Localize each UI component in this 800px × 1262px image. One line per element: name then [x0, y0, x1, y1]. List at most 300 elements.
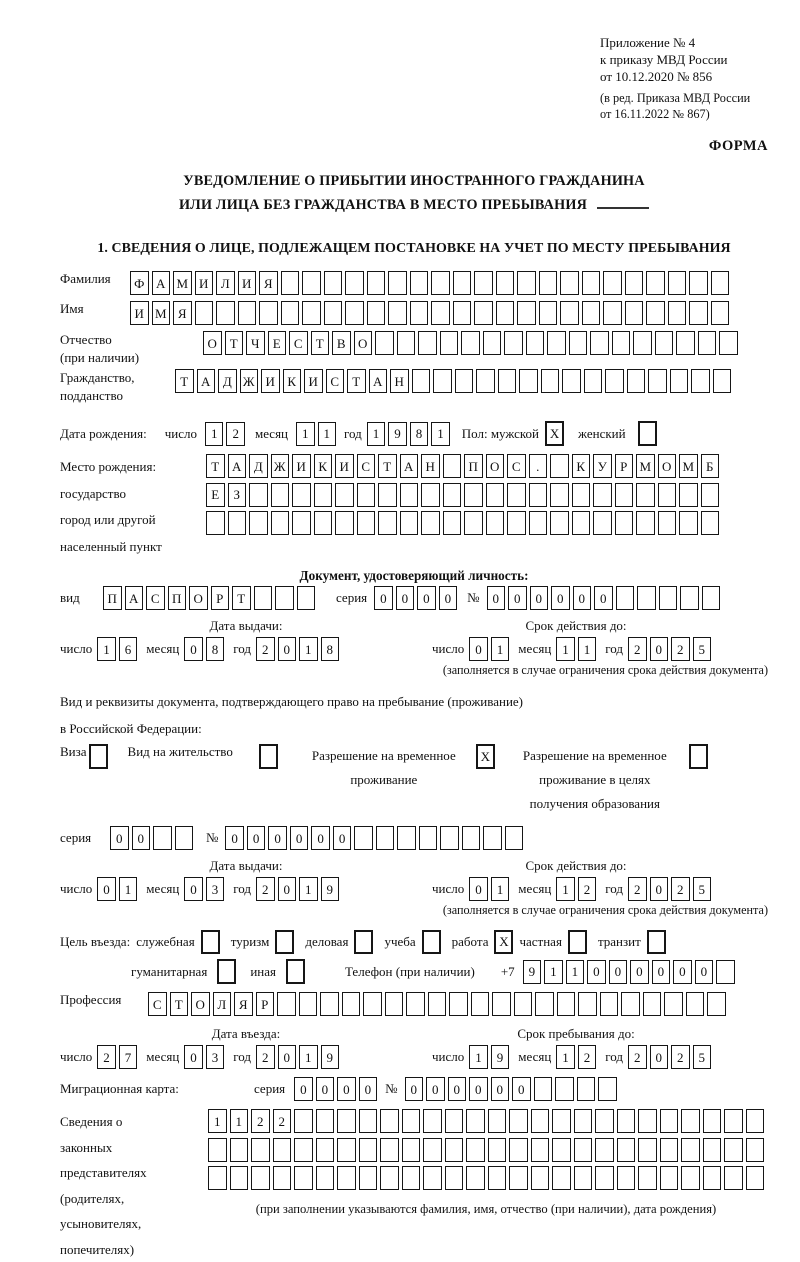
- char-cell: Т: [311, 331, 330, 355]
- patronymic-cells: [203, 331, 738, 355]
- entry-day: [97, 1045, 137, 1069]
- char-cell: 0: [278, 637, 297, 661]
- char-cell: 0: [652, 960, 671, 984]
- char-cell: [658, 511, 677, 535]
- birthdate-row: [60, 421, 768, 446]
- char-cell: [359, 1138, 378, 1162]
- char-cell: С: [507, 454, 526, 478]
- char-cell: [612, 331, 631, 355]
- char-cell: 1: [230, 1109, 249, 1133]
- char-cell: [625, 301, 644, 325]
- char-cell: [406, 992, 425, 1016]
- entry-month: [184, 1045, 224, 1069]
- char-cell: [445, 1109, 464, 1133]
- char-cell: [582, 301, 601, 325]
- char-cell: К: [314, 454, 333, 478]
- char-cell: 1: [556, 637, 575, 661]
- char-cell: [531, 1166, 550, 1190]
- char-cell: [517, 301, 536, 325]
- char-cell: 0: [512, 1077, 531, 1101]
- firstname-row: [60, 301, 768, 325]
- year-label: год: [605, 641, 624, 656]
- char-cell: Р: [211, 586, 230, 610]
- char-cell: 5: [693, 1045, 712, 1069]
- appendix-reference: [600, 34, 768, 122]
- char-cell: [378, 483, 397, 507]
- char-cell: [746, 1109, 765, 1133]
- char-cell: 1: [578, 637, 597, 661]
- char-cell: 0: [573, 586, 592, 610]
- year-label: год: [233, 641, 252, 656]
- char-cell: [251, 1166, 270, 1190]
- char-cell: 1: [299, 637, 318, 661]
- char-cell: 2: [578, 877, 597, 901]
- char-cell: [359, 1166, 378, 1190]
- char-cell: [281, 271, 300, 295]
- char-cell: 0: [290, 826, 309, 850]
- entry-year: [256, 1045, 339, 1069]
- char-cell: [486, 483, 505, 507]
- char-cell: [648, 369, 667, 393]
- char-cell: [474, 301, 493, 325]
- char-cell: 2: [226, 422, 245, 446]
- char-cell: [534, 1077, 553, 1101]
- char-cell: [529, 483, 548, 507]
- char-cell: 9: [388, 422, 407, 446]
- char-cell: [466, 1166, 485, 1190]
- char-cell: 3: [206, 877, 225, 901]
- char-cell: [574, 1138, 593, 1162]
- char-cell: И: [238, 271, 257, 295]
- char-cell: В: [332, 331, 351, 355]
- char-cell: [206, 511, 225, 535]
- char-cell: [550, 511, 569, 535]
- char-cell: [507, 511, 526, 535]
- char-cell: Ф: [130, 271, 149, 295]
- option-visa: Виза: [60, 744, 108, 769]
- purpose-work-checkbox: X: [494, 930, 513, 954]
- char-cell: [560, 271, 579, 295]
- char-cell: [707, 992, 726, 1016]
- birthplace-cells-row2: [206, 483, 719, 507]
- char-cell: М: [152, 301, 171, 325]
- char-cell: [324, 301, 343, 325]
- year-label: год: [344, 425, 362, 441]
- char-cell: [466, 1138, 485, 1162]
- phone-cells: [523, 960, 735, 984]
- profession-label: Профессия: [60, 992, 122, 1007]
- char-cell: [380, 1138, 399, 1162]
- char-cell: [230, 1166, 249, 1190]
- char-cell: П: [464, 454, 483, 478]
- char-cell: [375, 331, 394, 355]
- char-cell: [703, 1166, 722, 1190]
- residence-series-cells: [110, 826, 193, 850]
- migration-card-label: Миграционная карта:: [60, 1081, 179, 1096]
- char-cell: 0: [469, 637, 488, 661]
- char-cell: 0: [316, 1077, 335, 1101]
- char-cell: [535, 992, 554, 1016]
- identity-valid-month: [556, 637, 596, 661]
- option-temp-residence-education: Разрешение на временное проживание в целях получения образования: [509, 744, 708, 816]
- char-cell: 1: [566, 960, 585, 984]
- char-cell: [560, 301, 579, 325]
- visa-checkbox: [89, 744, 108, 769]
- char-cell: 1: [491, 877, 510, 901]
- char-cell: [294, 1109, 313, 1133]
- form-title-line1: УВЕДОМЛЕНИЕ О ПРИБЫТИИ ИНОСТРАННОГО ГРАЖДАНИНА: [183, 173, 645, 189]
- representatives-label: Сведения о законных представителях (родителях, усыновителях, попечителях): [60, 1114, 147, 1257]
- char-cell: С: [148, 992, 167, 1016]
- char-cell: [342, 992, 361, 1016]
- appendix-line: Приложение № 4: [600, 35, 696, 50]
- purpose-private-checkbox: [568, 930, 587, 954]
- form-title: [60, 169, 768, 217]
- char-cell: [541, 369, 560, 393]
- char-cell: [254, 586, 273, 610]
- char-cell: 0: [417, 586, 436, 610]
- char-cell: [582, 271, 601, 295]
- firstname-label: Имя: [60, 301, 84, 316]
- char-cell: 2: [578, 1045, 597, 1069]
- char-cell: [595, 1138, 614, 1162]
- char-cell: 1: [491, 637, 510, 661]
- char-cell: [552, 1109, 571, 1133]
- firstname-cells: [130, 301, 729, 325]
- char-cell: [433, 369, 452, 393]
- option-temp-residence: Разрешение на временное проживание X: [300, 744, 495, 792]
- char-cell: 0: [396, 586, 415, 610]
- char-cell: [496, 301, 515, 325]
- char-cell: [746, 1166, 765, 1190]
- char-cell: [443, 454, 462, 478]
- char-cell: 0: [469, 1077, 488, 1101]
- char-cell: 1: [431, 422, 450, 446]
- valid-until-heading: Срок действия до:: [525, 858, 627, 873]
- char-cell: [593, 483, 612, 507]
- char-cell: Е: [206, 483, 225, 507]
- char-cell: [547, 331, 566, 355]
- day-label: число: [60, 1049, 93, 1064]
- char-cell: [552, 1166, 571, 1190]
- char-cell: 1: [296, 422, 315, 446]
- char-cell: [681, 1166, 700, 1190]
- char-cell: [378, 511, 397, 535]
- char-cell: [488, 1138, 507, 1162]
- char-cell: 1: [318, 422, 337, 446]
- char-cell: [507, 483, 526, 507]
- residence-issue-group: [60, 858, 432, 901]
- char-cell: [402, 1166, 421, 1190]
- char-cell: [357, 511, 376, 535]
- char-cell: [636, 511, 655, 535]
- purpose-humanitarian-checkbox: [217, 959, 236, 984]
- migration-number-label: №: [385, 1081, 398, 1096]
- sex-female-checkbox: [638, 421, 657, 446]
- char-cell: [603, 271, 622, 295]
- char-cell: Д: [249, 454, 268, 478]
- char-cell: [445, 1166, 464, 1190]
- year-label: год: [233, 1049, 252, 1064]
- char-cell: [572, 511, 591, 535]
- purpose-row2: гуманитарная иная Телефон (при наличии) +7 9 1 1 0 0 0 0 0 0: [131, 959, 768, 984]
- residence-issue-month: [184, 877, 224, 901]
- char-cell: [443, 511, 462, 535]
- char-cell: [719, 331, 738, 355]
- char-cell: Т: [206, 454, 225, 478]
- char-cell: П: [168, 586, 187, 610]
- char-cell: [302, 301, 321, 325]
- char-cell: [686, 992, 705, 1016]
- char-cell: [577, 1077, 596, 1101]
- char-cell: [440, 826, 459, 850]
- char-cell: [273, 1166, 292, 1190]
- char-cell: 1: [208, 1109, 227, 1133]
- char-cell: 1: [205, 422, 224, 446]
- char-cell: [345, 271, 364, 295]
- char-cell: М: [173, 271, 192, 295]
- char-cell: К: [572, 454, 591, 478]
- char-cell: [445, 1138, 464, 1162]
- doc-kind-label: вид: [60, 590, 80, 605]
- char-cell: [455, 369, 474, 393]
- char-cell: 0: [405, 1077, 424, 1101]
- char-cell: [153, 826, 172, 850]
- appendix-line: от 10.12.2020 № 856: [600, 69, 713, 84]
- char-cell: [557, 992, 576, 1016]
- char-cell: [418, 331, 437, 355]
- char-cell: 0: [97, 877, 116, 901]
- char-cell: [400, 511, 419, 535]
- residence-doc-series-row: [60, 826, 768, 850]
- char-cell: [569, 331, 588, 355]
- char-cell: [703, 1109, 722, 1133]
- char-cell: [380, 1109, 399, 1133]
- char-cell: 0: [247, 826, 266, 850]
- section1-heading: 1. СВЕДЕНИЯ О ЛИЦЕ, ПОДЛЕЖАЩЕМ ПОСТАНОВКЕ НА УЧЕТ ПО МЕСТУ ПРЕБЫВАНИЯ: [97, 241, 731, 256]
- char-cell: [292, 511, 311, 535]
- char-cell: [526, 331, 545, 355]
- representatives-cells-block: [208, 1109, 764, 1217]
- char-cell: [638, 1166, 657, 1190]
- char-cell: [423, 1138, 442, 1162]
- stay-month: [556, 1045, 596, 1069]
- revision-line: (в ред. Приказа МВД России: [600, 91, 751, 105]
- char-cell: [615, 483, 634, 507]
- char-cell: 1: [367, 422, 386, 446]
- char-cell: 8: [206, 637, 225, 661]
- char-cell: [724, 1166, 743, 1190]
- char-cell: Т: [347, 369, 366, 393]
- char-cell: [294, 1166, 313, 1190]
- char-cell: 0: [448, 1077, 467, 1101]
- char-cell: [617, 1109, 636, 1133]
- char-cell: [453, 271, 472, 295]
- identity-issue-group: [60, 618, 432, 661]
- char-cell: 0: [695, 960, 714, 984]
- migration-card-row: [60, 1077, 768, 1101]
- char-cell: З: [228, 483, 247, 507]
- char-cell: [464, 511, 483, 535]
- char-cell: [335, 483, 354, 507]
- char-cell: Е: [268, 331, 287, 355]
- char-cell: П: [103, 586, 122, 610]
- char-cell: [514, 992, 533, 1016]
- validity-note: (заполняется в случае ограничения срока действия документа): [442, 903, 768, 917]
- form-label: ФОРМА: [708, 138, 768, 154]
- char-cell: [273, 1138, 292, 1162]
- char-cell: [419, 826, 438, 850]
- char-cell: Т: [378, 454, 397, 478]
- residence-issue-day: [97, 877, 137, 901]
- char-cell: [449, 992, 468, 1016]
- char-cell: 1: [299, 877, 318, 901]
- char-cell: [297, 586, 316, 610]
- char-cell: [679, 511, 698, 535]
- char-cell: [676, 331, 695, 355]
- char-cell: [216, 301, 235, 325]
- char-cell: 0: [225, 826, 244, 850]
- char-cell: 2: [97, 1045, 116, 1069]
- char-cell: [359, 1109, 378, 1133]
- char-cell: [428, 992, 447, 1016]
- char-cell: [660, 1109, 679, 1133]
- residence-series-label: серия: [60, 830, 92, 845]
- char-cell: 1: [97, 637, 116, 661]
- char-cell: [337, 1109, 356, 1133]
- char-cell: Ч: [246, 331, 265, 355]
- birthplace-row: [60, 454, 768, 560]
- char-cell: 0: [294, 1077, 313, 1101]
- char-cell: [440, 331, 459, 355]
- char-cell: [400, 483, 419, 507]
- char-cell: Ж: [240, 369, 259, 393]
- char-cell: Я: [173, 301, 192, 325]
- char-cell: И: [304, 369, 323, 393]
- char-cell: А: [152, 271, 171, 295]
- char-cell: 9: [491, 1045, 510, 1069]
- year-label: год: [605, 881, 624, 896]
- char-cell: О: [191, 992, 210, 1016]
- patronymic-label: Отчество (при наличии): [60, 332, 140, 365]
- char-cell: 9: [523, 960, 542, 984]
- char-cell: [292, 483, 311, 507]
- issue-date-heading: Дата выдачи:: [209, 858, 283, 873]
- char-cell: [367, 271, 386, 295]
- char-cell: [421, 511, 440, 535]
- char-cell: [638, 1138, 657, 1162]
- issue-date-heading: Дата выдачи:: [209, 618, 283, 633]
- char-cell: [271, 483, 290, 507]
- identity-issue-month: [184, 637, 224, 661]
- char-cell: 2: [256, 637, 275, 661]
- day-label: число: [432, 881, 465, 896]
- char-cell: 2: [628, 1045, 647, 1069]
- char-cell: [638, 1109, 657, 1133]
- char-cell: [702, 586, 721, 610]
- char-cell: [316, 1166, 335, 1190]
- char-cell: Т: [175, 369, 194, 393]
- char-cell: [711, 301, 730, 325]
- char-cell: Д: [218, 369, 237, 393]
- char-cell: [572, 483, 591, 507]
- phone-prefix: +7: [500, 963, 515, 979]
- doc-series-label: серия: [336, 590, 368, 605]
- char-cell: У: [593, 454, 612, 478]
- char-cell: [517, 271, 536, 295]
- char-cell: [621, 992, 640, 1016]
- char-cell: [251, 1138, 270, 1162]
- char-cell: [357, 483, 376, 507]
- identity-valid-group: [432, 618, 720, 661]
- char-cell: [519, 369, 538, 393]
- char-cell: [746, 1138, 765, 1162]
- doc-series-cells: [374, 586, 457, 610]
- char-cell: 2: [628, 877, 647, 901]
- year-label: год: [605, 1049, 624, 1064]
- char-cell: [275, 586, 294, 610]
- char-cell: 0: [491, 1077, 510, 1101]
- char-cell: М: [636, 454, 655, 478]
- char-cell: 0: [268, 826, 287, 850]
- char-cell: 0: [551, 586, 570, 610]
- birthdate-label: Дата рождения:: [60, 425, 147, 441]
- option-residence-permit: Вид на жительство: [128, 744, 278, 769]
- char-cell: [625, 271, 644, 295]
- char-cell: [600, 992, 619, 1016]
- purpose-other-checkbox: [286, 959, 305, 984]
- char-cell: Р: [256, 992, 275, 1016]
- identity-doc-heading: Документ, удостоверяющий личность:: [299, 568, 529, 583]
- residence-doc-dates: [60, 858, 768, 901]
- char-cell: [505, 826, 524, 850]
- birthplace-cells-row1: [206, 454, 719, 478]
- representatives-cells-row3: [208, 1166, 764, 1190]
- char-cell: [259, 301, 278, 325]
- char-cell: [388, 271, 407, 295]
- sex-female-label: женский: [578, 425, 626, 441]
- surname-label: Фамилия: [60, 271, 111, 286]
- char-cell: [681, 1109, 700, 1133]
- char-cell: К: [283, 369, 302, 393]
- char-cell: 0: [630, 960, 649, 984]
- char-cell: [590, 331, 609, 355]
- form-title-line2: ИЛИ ЛИЦА БЕЗ ГРАЖДАНСТВА В МЕСТО ПРЕБЫВАНИЯ: [60, 193, 768, 217]
- char-cell: [316, 1109, 335, 1133]
- char-cell: [488, 1166, 507, 1190]
- char-cell: [616, 586, 635, 610]
- char-cell: И: [130, 301, 149, 325]
- char-cell: [230, 1138, 249, 1162]
- char-cell: 2: [628, 637, 647, 661]
- residence-doc-options: [60, 744, 768, 816]
- char-cell: [249, 511, 268, 535]
- purpose-commercial-checkbox: [354, 930, 373, 954]
- identity-valid-day: [469, 637, 509, 661]
- entry-dates: [60, 1026, 768, 1069]
- char-cell: [423, 1109, 442, 1133]
- char-cell: .: [529, 454, 548, 478]
- char-cell: Л: [216, 271, 235, 295]
- char-cell: [584, 369, 603, 393]
- char-cell: [335, 511, 354, 535]
- temp-residence-checkbox: X: [476, 744, 495, 769]
- char-cell: [691, 369, 710, 393]
- char-cell: [388, 301, 407, 325]
- char-cell: 0: [650, 877, 669, 901]
- char-cell: И: [335, 454, 354, 478]
- purpose-label: Цель въезда:: [60, 934, 131, 949]
